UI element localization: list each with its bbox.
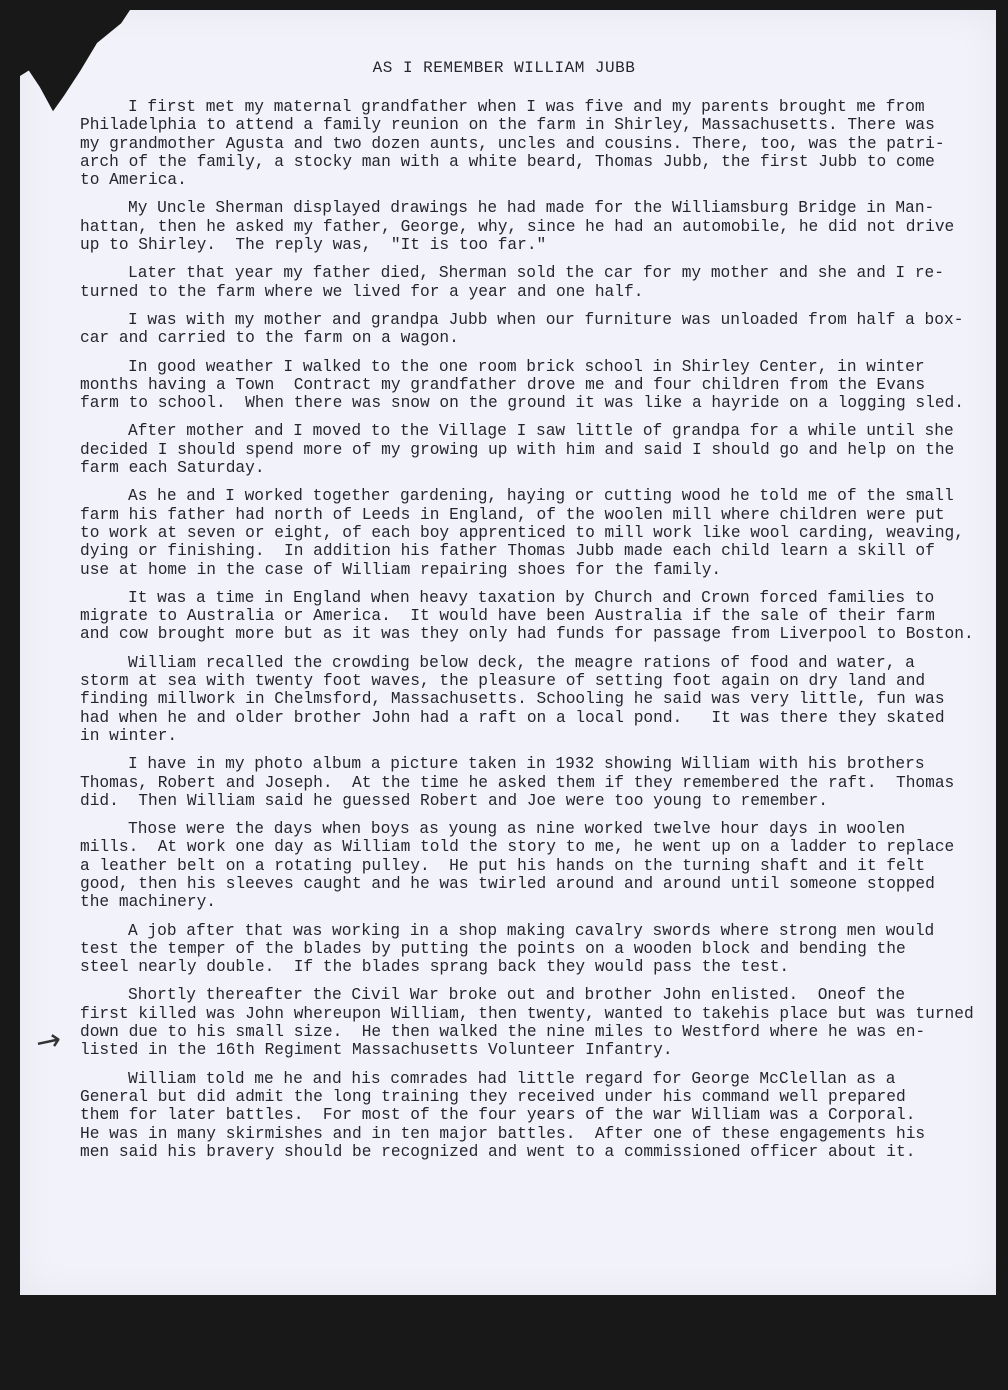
document-body [80,98,974,1161]
text-line: A job after that was working in a shop making cavalry swords where strong men would [128,921,935,940]
text-line: did. Then William said he guessed Robert and Joe were too young to remember. [80,791,828,810]
text-line: After mother and I moved to the Village I saw little of grandpa for a while until she [128,422,954,441]
text-line: good, then his sleeves caught and he was twirled around and around until someone stopped [80,874,935,893]
text-line: It was a time in England when heavy taxation by Church and Crown forced families to [128,588,935,607]
text-line: migrate to Australia or America. It would have been Australia if the sale of their farm [80,607,935,626]
paragraph [80,422,970,477]
text-line: listed in the 16th Regiment Massachusetts Volunteer Infantry. [80,1041,673,1060]
paragraph [80,487,970,578]
text-line: farm each Saturday. [80,459,265,478]
text-line: finding millwork in Chelmsford, Massachusetts. Schooling he said was very little, fun was [80,690,945,709]
text-line: decided I should spend more of my growing up with him and said I should go and help on the [80,440,955,459]
text-line: men said his bravery should be recognized and went to a commissioned officer about it. [80,1142,916,1161]
text-line: hattan, then he asked my father, George, why, since he had an automobile, he did not drive [80,217,955,236]
text-line: down due to his small size. He then walked the nine miles to Westford where he was en- [80,1023,926,1042]
paragraph [80,588,974,644]
paragraph [80,1070,970,1161]
text-line: months having a Town Contract my grandfather drove me and four children from the Evans [80,375,926,394]
text-line: steel nearly double. If the blades sprang back they would pass the test. [80,958,790,977]
dark-background-strip [0,1295,1008,1390]
text-line: farm his father had north of Leeds in England, of the woolen mill where children were put [80,505,945,524]
paragraph [80,98,970,189]
text-line: the machinery. [80,893,216,912]
text-line: use at home in the case of William repairing shoes for the family. [80,560,722,579]
text-line: General but did admit the long training they received under his command well prepared [80,1087,906,1106]
text-line: a leather belt on a rotating pulley. He put his hands on the turning shaft and it felt [80,856,926,875]
text-line: I have in my photo album a picture taken in 1932 showing William with his brothers [128,755,925,774]
text-line: As he and I worked together gardening, haying or cutting wood he told me of the small [128,487,954,506]
text-line: mills. At work one day as William told the story to me, he went up on a ladder to replace [80,838,955,857]
text-line: to work at seven or eight, of each boy apprenticed to mill work like wool carding, weaving, [80,523,964,542]
text-line: William told me he and his comrades had little regard for George McClellan as a [128,1069,896,1088]
text-line: Shortly thereafter the Civil War broke out and brother John enlisted. Oneof the [128,986,906,1005]
paragraph [80,311,970,348]
text-line: up to Shirley. The reply was, "It is too far." [80,236,547,255]
text-line: my grandmother Agusta and two dozen aunts, uncles and cousins. There, too, was the patri- [80,134,945,153]
paragraph [80,922,970,977]
text-line: Later that year my father died, Sherman sold the car for my mother and she and I re- [128,264,944,283]
text-line: arch of the family, a stocky man with a white beard, Thomas Jubb, the first Jubb to come [80,152,935,171]
text-line: dying or finishing. In addition his father Thomas Jubb made each child learn a skill of [80,542,935,561]
text-line: to America. [80,171,187,190]
text-line: and cow brought more but as it was they only had funds for passage from Liverpool to Boston. [80,625,974,644]
text-line: In good weather I walked to the one room brick school in Shirley Center, in winter [128,357,925,376]
text-line: storm at sea with twenty foot waves, the pleasure of setting foot again on dry land and [80,672,926,691]
text-line: had when he and older brother John had a raft on a local pond. It was there they skated [80,708,945,727]
text-line: Philadelphia to attend a family reunion on the farm in Shirley, Massachusetts. There was [80,116,935,135]
page-title: AS I REMEMBER WILLIAM JUBB [372,59,636,77]
text-line: test the temper of the blades by putting the points on a wooden block and bending the [80,939,906,958]
text-line: My Uncle Sherman displayed drawings he had made for the Williamsburg Bridge in Man- [128,199,935,218]
text-line: I was with my mother and grandpa Jubb when our furniture was unloaded from half a box- [128,310,964,329]
paragraph [80,820,970,911]
text-line: first killed was John whereupon William, then twenty, wanted to takehis place but was turned [80,1004,974,1023]
text-line: turned to the farm where we lived for a year and one half. [80,282,644,301]
paragraph [80,755,970,810]
text-line: them for later battles. For most of the four years of the war William was a Corporal. [80,1106,916,1125]
text-line: He was in many skirmishes and in ten major battles. After one of these engagements his [80,1124,926,1143]
text-line: Those were the days when boys as young as nine worked twelve hour days in woolen [128,820,906,839]
paragraph [80,654,970,745]
text-line: farm to school. When there was snow on the ground it was like a hayride on a logging sled. [80,394,964,413]
text-line: William recalled the crowding below deck, the meagre rations of food and water, a [128,653,915,672]
paragraph [80,358,970,413]
text-line: I first met my maternal grandfather when I was five and my parents brought me from [128,98,925,116]
text-line: car and carried to the farm on a wagon. [80,329,459,348]
paragraph [80,264,970,301]
paragraph [80,986,974,1060]
handwritten-arrow-mark: → [32,1021,65,1062]
text-line: in winter. [80,726,178,745]
text-line: Thomas, Robert and Joseph. At the time he asked them if they remembered the raft. Thomas [80,773,955,792]
paragraph [80,199,970,254]
